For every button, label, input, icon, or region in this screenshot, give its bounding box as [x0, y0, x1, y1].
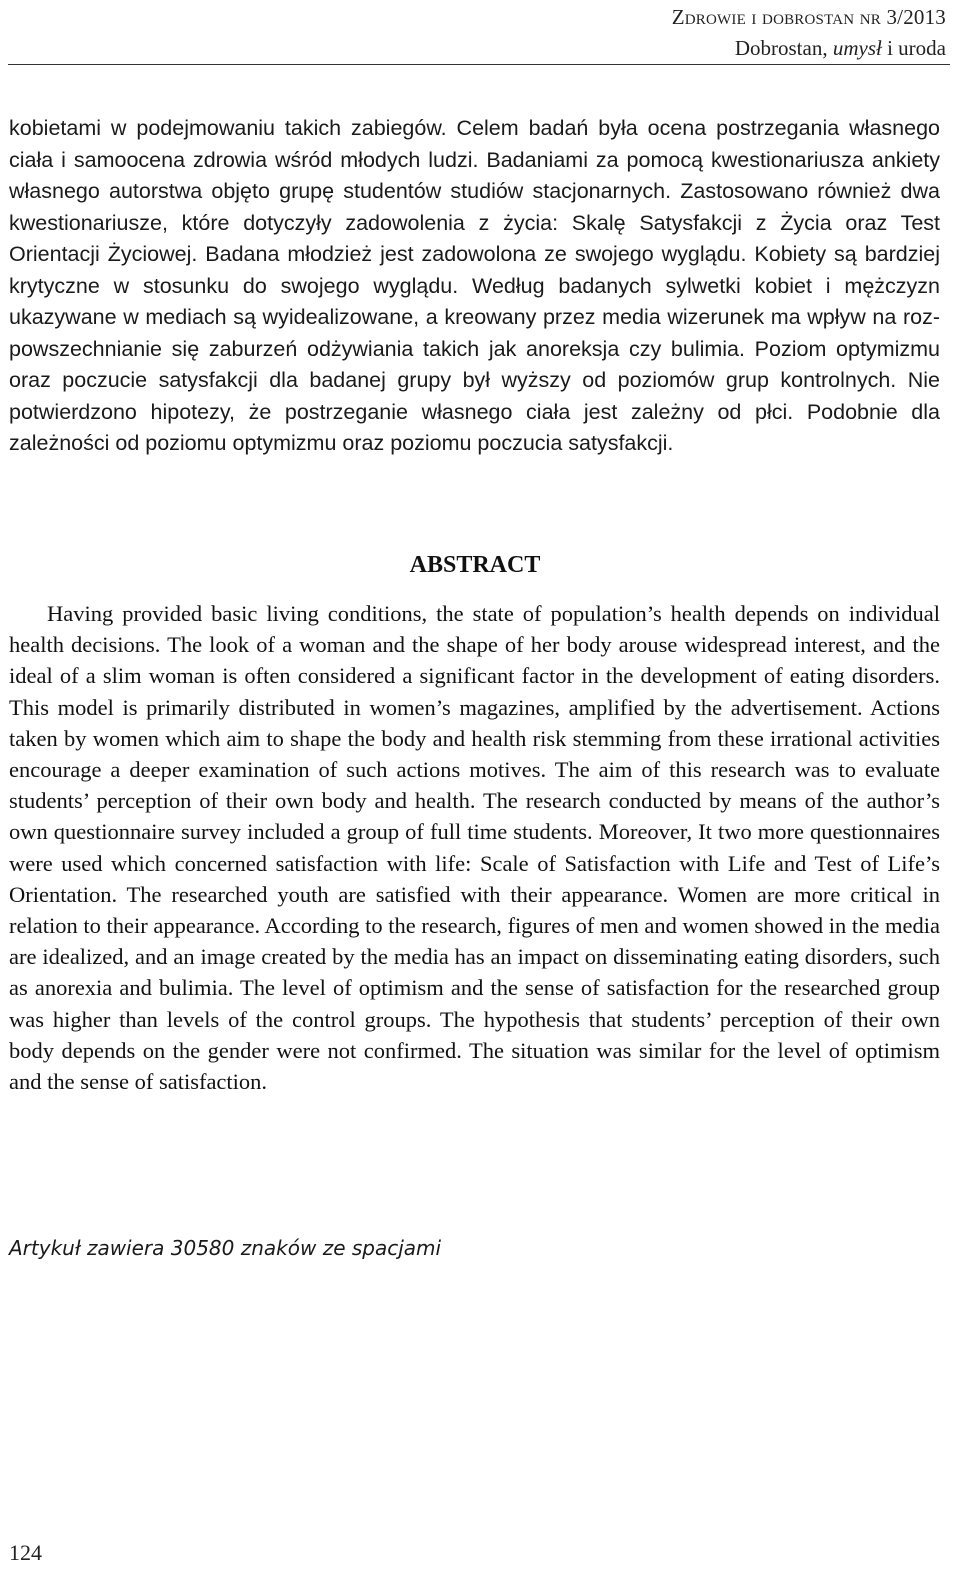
abstract-heading: ABSTRACT — [409, 552, 541, 578]
section-title-emphasis: umysł — [832, 36, 882, 60]
running-header — [672, 2, 946, 64]
journal-title: Zdrowie i dobrostan nr 3/2013 — [671, 5, 946, 29]
abstract-paragraph: Having provided basic living conditions, the state of population’s health depends on individual health decisions. The look of a woman and the shape of her body arouse widespread interest, and the ideal of a slim woman is often considered a significant factor in the development of eating disorders. This model is primarily distributed in women’s magazines, amplified by the advertisement. Actions taken by women which aim to shape the body and health risk stemming from these irrational activities encourage a deeper examination of such actions motives. The aim of this research was to evaluate students’ perception of their own body and health. The research conducted by means of the author’s own questionnaire survey included a group of full time students. Moreover, It two more questionnaires were used which concerned satisfaction with life: Scale of Satisfaction with Life and Test of Life’s Orientation. The researched youth are satisfied with their appearance. Women are more critical in relation to their appearance. According to the research, figures of men and women showed in the media are idealized, and an image created by the media has an impact on disseminating eating disorders, such as anorexia and bulimia. The level of optimism and the sense of satisfaction for the researched group was higher than levels of the control groups. The hypothesis that students’ perception of their own body depends on the gender were not confirmed. The situation was similar for the level of optimism and the sense of satisfaction. — [9, 601, 940, 1095]
header-divider — [8, 64, 950, 65]
section-title-prefix: Dobrostan, — [734, 36, 833, 60]
polish-summary-paragraph: kobietami w podejmowaniu takich zabiegów. Celem badań była ocena postrzegania własnego ciała i samoocena zdrowia wśród młodych ludzi. Badaniami za pomocą kwestionariusza ankiety własnego autorstwa objęto grupę studentów studiów stacjonarnych. Zastosowano również dwa kwestionariusze, które dotyczyły zadowolenia z życia: Skalę Satysfakcji z Życia oraz Test Orientacji Życiowej. Badana młodzież jest zadowolona ze swojego wyglądu. Kobiety są bardziej krytyczne w stosunku do swojego wyglądu. Według badanych sylwetki kobiet i mężczyzn ukazywane w mediach są wyidealizowane, a kreowany przez media wizerunek ma wpływ na rozpowszechnianie się zaburzeń odżywiania takich jak anoreksja czy bulimia. Poziom optymizmu oraz poczucie satysfakcji dla badanej grupy był wyższy od poziomów grup kontrolnych. Nie potwierdzono hipotezy, że postrzeganie własnego ciała jest zależny od płci. Podobnie dla zależności od poziomu optymizmu oraz poziomu poczucia satysfakcji. — [9, 116, 940, 455]
article-character-count-note: Artykuł zawiera 30580 znaków ze spacjami — [9, 1236, 442, 1260]
page-number: 124 — [9, 1540, 42, 1565]
section-title-suffix: i uroda — [881, 36, 946, 60]
section-title — [672, 33, 946, 64]
